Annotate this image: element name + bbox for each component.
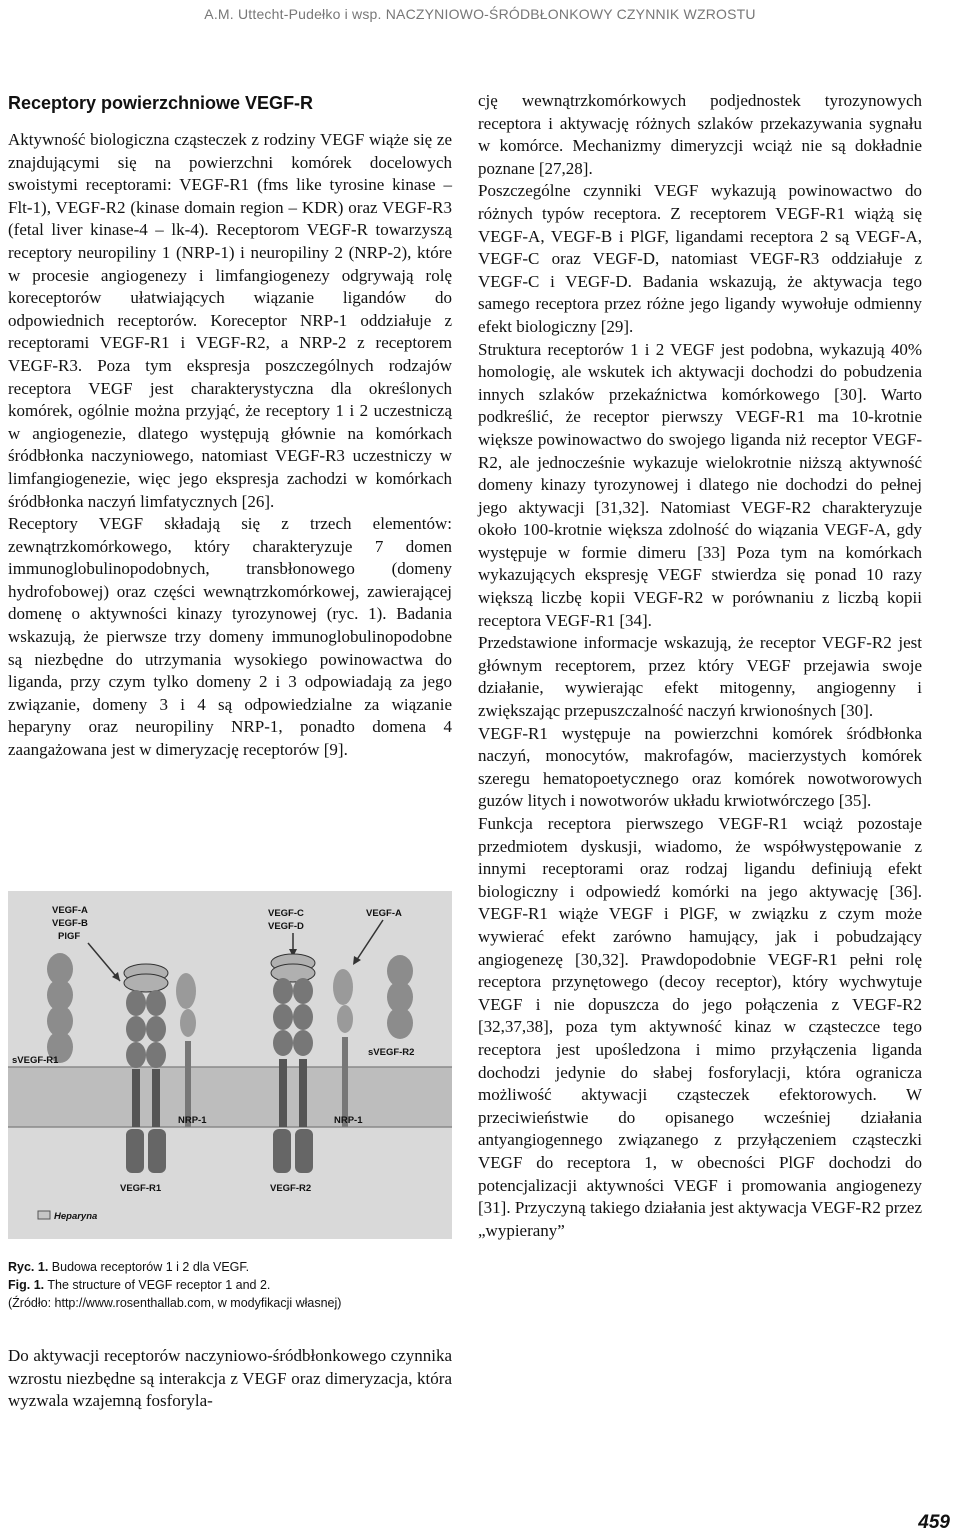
ligand-label-vegf-a-left: VEGF-A — [52, 905, 88, 916]
left-column — [8, 90, 452, 762]
right-paragraph-6: Funkcja receptora pierwszego VEGF-R1 wciąż pozostaje przedmiotem dyskusji, wiadomo, że współwystępowanie z innymi receptorami oraz rodzaj ligandu definiują efekt biologiczny i odpowiedź komórki na jego aktywację [36]. VEGF-R1 wiąże VEGF i PlGF, w związku z czym może wywierać efekt zarówno hamujący, jak i pobudzający angiogenezę [30,32]. Prawdopodobnie VEGF-R1 pełni rolę receptora przynętowego (decoy receptor), który wychwytuje VEGF i nie dopuszcza do jego połączenia z VEGF-R2 [32,37,38], poza tym aktywność kinaz w cząsteczce tego receptora jest upośledzona i mimo przyłączenia liganda dochodzi jedynie do słabej fosforylacji, która ogranicza możliwość aktywacji cząsteczek efektorowych. W przeciwieństwie do opisanego wcześniej działania antyangiogennego związanego z przyłączeniem cząsteczki VEGF do receptora 1, w obecności PlGF dochodzi do potencjalizacji aktywności VEGF i promowania angiogenezy [31]. Przyczyną takiego działania jest aktywacja VEGF-R2 przez „wypierany” — [478, 814, 922, 1240]
section-heading: Receptory powierzchniowe VEGF-R — [8, 93, 314, 113]
label-nrp1-left: NRP-1 — [178, 1115, 207, 1126]
ligand-label-vegf-a-right: VEGF-A — [366, 908, 402, 919]
left-paragraph-after-figure-container — [8, 1345, 452, 1413]
svegf-r2-shape — [387, 955, 413, 1039]
right-paragraph-4: Przedstawione informacje wskazują, że receptor VEGF-R2 jest głównym receptorem, przez który VEGF przejawia swoje działanie, wywierając efekt mitogenny, angiogenny i zwiększając przepuszczalność naczyń krwionośnych [30]. — [478, 633, 922, 721]
left-paragraph-1: Aktywność biologiczna cząsteczek z rodziny VEGF wiąże się ze znajdującymi się na powierzchni komórek docelowych swoistymi receptorami: VEGF-R1 (fms like tyrosine kinase – Flt-1), VEGF-R2 (kinase domain region – KDR) oraz VEGF-R3 (fetal liver kinase-4 – lk-4). Receptorom VEGF-R towarzyszą receptory neuropiliny 1 (NRP-1) i neuropiliny 2 (NRP-2), które w procesie angiogenezy i limfangiogenezy odgrywają rolę koreceptorów ułatwiających wiązanie ligandów do odpowiednich receptorów. Koreceptor NRP-1 oddziałuje z receptorami VEGF-R1 i VEGF-R2, a NRP-2 z receptorem VEGF-R3. Poza tym ekspresja poszczególnych rodzajów receptora VEGF jest charakterystyczna dla określonych komórek, ogólnie można przyjąć, że receptory 1 i 2 uczestniczą w angiogenezie, dlatego występują głównie na komórkach śródbłonka naczyniowego, natomiast VEGF-R3 uczestniczy w limfangiogenezie, więc jego ekspresja zachodzi w komórkach śródbłonka naczyń limfatycznych [26]. — [8, 130, 452, 511]
label-vegf-r1: VEGF-R1 — [120, 1183, 162, 1194]
label-nrp1-right: NRP-1 — [334, 1115, 363, 1126]
ligand-label-vegf-d: VEGF-D — [268, 921, 304, 932]
figure-caption-en — [8, 1277, 452, 1294]
page-number: 459 — [918, 1512, 950, 1533]
figure-diagram — [8, 891, 452, 1239]
figure-caption-pl — [8, 1259, 452, 1276]
label-svegf-r2: sVEGF-R2 — [368, 1047, 415, 1058]
right-paragraph-1: cję wewnątrzkomórkowych podjednostek tyrozynowych receptora i aktywację różnych szlaków przekazywania sygnału w komórce. Mechanizmy dimeryzcji wciąż nie są dokładnie poznane [27,28]. — [478, 91, 922, 178]
right-paragraph-3: Struktura receptorów 1 i 2 VEGF jest podobna, wykazują 40% homologię, ale wskutek ich aktywacji dochodzi do pobudzenia innych szlaków przekaźnictwa komórkowego [30]. Warto podkreślić, że receptor pierwszy VEGF-R1 ma 10-krotnie większe powinowactwo do swojego liganda niż receptor VEGF-R2, ale jednocześnie wykazuje wielokrotnie niższą aktywność domeny kinazy tyrozynowej i dlatego nie dochodzi do pełnej jego aktywacji [31,32]. Natomiast VEGF-R2 charakteryzuje około 100-krotnie większa zdolność do wiązania VEGF-A, gdy występuje w formie dimeru [33] Poza tym na komórkach wykazujących ekspresję VEGF stwierdza się ponad 10 razy większą liczbę kopii VEGF-R2 w porównaniu z liczbą kopii receptora VEGF-R1 [34]. — [478, 339, 922, 630]
right-column — [478, 90, 922, 1242]
caption-pl-label: Ryc. 1. — [8, 1260, 49, 1274]
ligand-label-vegf-c: VEGF-C — [268, 908, 304, 919]
label-svegf-r1: sVEGF-R1 — [12, 1055, 59, 1066]
figure-caption-source: (Źródło: http://www.rosenthallab.com, w modyfikacji własnej) — [8, 1296, 342, 1310]
running-header: A.M. Uttecht-Pudełko i wsp. NACZYNIOWO-ŚRÓDBŁONKOWY CZYNNIK WZROSTU — [204, 6, 756, 22]
caption-en-text: The structure of VEGF receptor 1 and 2. — [47, 1278, 271, 1292]
left-paragraph-after-figure: Do aktywacji receptorów naczyniowo-śródbłonkowego czynnika wzrostu niezbędne są interakcja z VEGF oraz dimeryzacja, która wyzwala wzajemną fosforyla- — [8, 1346, 452, 1411]
caption-pl-text: Budowa receptorów 1 i 2 dla VEGF. — [51, 1260, 250, 1274]
caption-en-label: Fig. 1. — [8, 1278, 45, 1292]
left-paragraph-2: Receptory VEGF składają się z trzech elementów: zewnątrzkomórkowego, który charakteryzuje 7 domen immunoglobulinopodobnych, transbłonowego (domeny hydrofobowej) oraz części wewnątrzkomórkowej, zawierającej domenę o aktywności kinazy tyrozynowej (ryc. 1). Badania wskazują, że pierwsze trzy domeny immunoglobulinopodobne są niezbędne do utrzymania wysokiego powinowactwa do liganda, przy czym tylko domeny 2 i 3 odpowiadają za jego związanie, domeny 3 i 4 są odpowiedzialne za wiązanie heparyny oraz neuropiliny NRP-1, ponadto domena 4 zaangażowana jest w dimeryzację receptorów [9]. — [8, 514, 452, 760]
receptor-structure-figure — [8, 891, 452, 1239]
right-paragraph-5: VEGF-R1 występuje na powierzchni komórek śródbłonka naczyń, monocytów, makrofagów, macierzystych komórek szeregu hematopoetycznego oraz komórek nowotworowych guzów litych i nowotworów układu krwiotwórczego [35]. — [478, 723, 922, 811]
right-paragraph-2: Poszczególne czynniki VEGF wykazują powinowactwo do różnych typów receptora. Z receptorem VEGF-R1 wiążą się VEGF-A, VEGF-B i PlGF, ligandami receptora 2 są VEGF-A, VEGF-C oraz VEGF-D, natomiast VEGF-R3 oddziałuje z VEGF-C i VEGF-D. Badania wskazują, że aktywacja tego samego receptora przez różne jego ligandy wywołuje odmienny efekt biologiczny [29]. — [478, 181, 922, 336]
cell-membrane — [8, 1067, 452, 1127]
ligand-label-plgf: PlGF — [58, 931, 81, 942]
label-vegf-r2: VEGF-R2 — [270, 1183, 312, 1194]
ligand-label-vegf-b: VEGF-B — [52, 918, 88, 929]
label-heparyna: Heparyna — [54, 1211, 98, 1222]
figure-background — [8, 891, 452, 1239]
